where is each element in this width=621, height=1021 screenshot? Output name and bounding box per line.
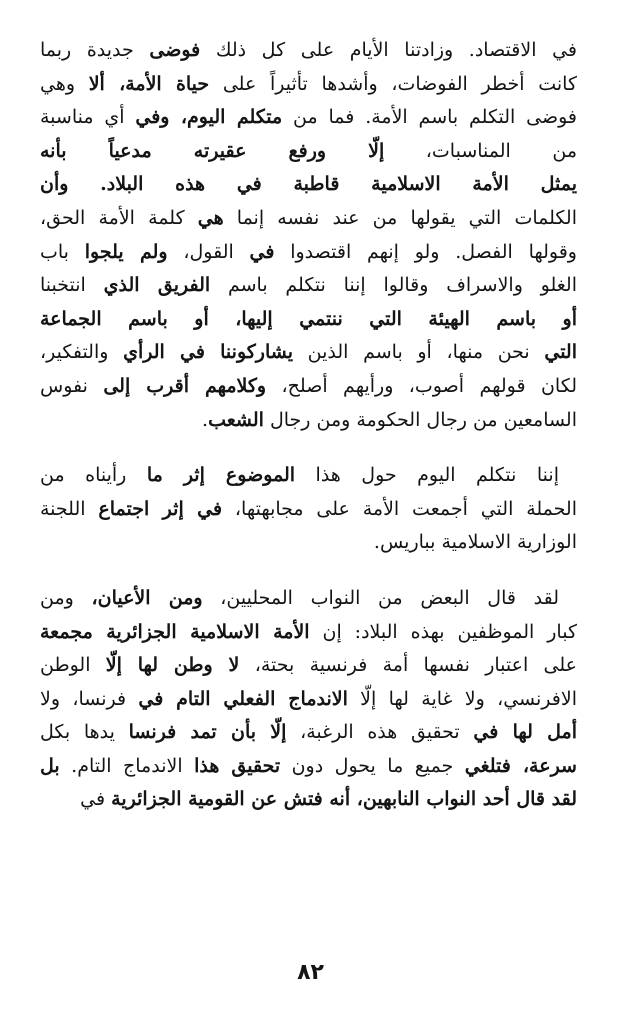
text-segment: رأيناه من: [40, 464, 147, 487]
paragraph: [40, 582, 577, 817]
text-line: [40, 202, 577, 236]
text-line: [40, 683, 577, 717]
paragraph: [40, 459, 577, 560]
bold-text-segment: أو باسم الهيئة التي ننتمي إليها، أو باسم الجماعة: [40, 307, 577, 330]
text-segment: وهي: [40, 72, 89, 95]
bold-text-segment: سرعة، فتلغي: [464, 754, 577, 777]
bold-text-segment: إلّا ورفع عقيرته مدعياً بأنه: [40, 139, 385, 162]
text-segment: في الاقتصاد. وزادتنا الأيام على كل ذلك: [200, 39, 577, 61]
bold-text-segment: الشعب: [208, 408, 264, 431]
text-line: [40, 493, 577, 527]
bold-text-segment: لا وطن لها إلّا: [105, 654, 240, 677]
text-segment: في: [80, 788, 112, 811]
bold-text-segment: فوضى: [149, 39, 201, 61]
bold-text-segment: إلّا بأن تمد فرنسا: [128, 721, 287, 744]
text-segment: جميع ما يحول دون: [280, 754, 465, 777]
text-segment: إننا نتكلم اليوم حول هذا: [295, 464, 559, 487]
text-segment: باب: [40, 240, 85, 263]
text-segment: القول،: [167, 240, 250, 263]
text-segment: الغلو والاسراف وقالوا إننا نتكلم باسم: [210, 274, 577, 297]
text-segment: يدها بكل: [40, 721, 129, 744]
text-line: [40, 269, 577, 303]
bold-text-segment: الاندماج الفعلي التام في: [138, 687, 348, 710]
text-line: [40, 336, 577, 370]
text-segment: الكلمات التي يقولها من عند نفسه إنما: [223, 206, 577, 229]
text-segment: اللجنة: [40, 497, 99, 520]
bold-text-segment: حياة الأمة، ألا: [88, 72, 210, 95]
text-segment: الاندماج التام.: [59, 754, 195, 777]
text-segment: لكان قولهم أصوب، ورأيهم أصلح،: [266, 374, 577, 397]
bold-text-segment: الفريق الذي: [103, 274, 211, 297]
text-line: [40, 649, 577, 683]
text-segment: نحن منها، أو باسم الذين: [293, 341, 545, 364]
bold-text-segment: يمثل الأمة الاسلامية قاطبة في هذه البلاد. وأن: [40, 173, 577, 196]
bold-text-segment: التي: [544, 341, 577, 364]
bold-text-segment: تحقيق هذا: [194, 754, 281, 777]
bold-text-segment: في: [249, 240, 275, 263]
text-segment: فرنسا، ولا: [40, 687, 139, 710]
text-line: [40, 303, 577, 337]
bold-text-segment: يشاركوننا في الرأي: [123, 341, 294, 364]
text-line: [40, 370, 577, 404]
text-segment: الحملة التي أجمعت الأمة على مجابهتها،: [222, 497, 577, 520]
text-segment: من المناسبات،: [384, 139, 577, 162]
bold-text-segment: وكلامهم أقرب إلى: [103, 374, 267, 397]
bold-text-segment: هي: [197, 206, 224, 229]
text-line: [40, 716, 577, 750]
text-line: [40, 783, 577, 817]
bold-text-segment: الأمة الاسلامية الجزائرية مجمعة: [40, 620, 310, 643]
text-line: [40, 101, 577, 135]
text-segment: السامعين من رجال الحكومة ومن رجال: [263, 408, 577, 431]
bold-text-segment: أمل لها في: [473, 721, 577, 744]
text-line: [40, 526, 577, 560]
text-line: [40, 135, 577, 169]
bold-text-segment: ومن الأعيان،: [91, 586, 203, 609]
text-line: [40, 582, 577, 616]
text-segment: وقولها الفصل. ولو إنهم اقتصدوا: [274, 240, 577, 263]
page-number: ٨٢: [297, 960, 324, 985]
text-segment: تحقيق هذه الرغبة،: [286, 721, 474, 744]
paragraph: [40, 34, 577, 437]
bold-text-segment: الموضوع إثر ما: [146, 464, 296, 487]
bold-text-segment: متكلم اليوم، وفي: [135, 106, 283, 129]
text-segment: أي مناسبة: [40, 106, 136, 129]
text-segment: لقد قال البعض من النواب المحليين،: [202, 586, 559, 609]
text-segment: كبار الموظفين بهذه البلاد: إن: [309, 620, 577, 643]
text-segment: فوضى التكلم باسم الأمة. فما من: [282, 106, 577, 129]
text-segment: انتخبنا: [40, 274, 104, 297]
text-segment: الوطن: [40, 654, 106, 677]
text-line: [40, 616, 577, 650]
text-line: [40, 404, 577, 438]
text-segment: نفوس: [40, 374, 104, 397]
bold-text-segment: لقد قال أحد النواب النابهين، أنه فتش عن القومية الجزائرية: [111, 788, 577, 811]
text-line: [40, 236, 577, 270]
text-line: [40, 459, 577, 493]
text-segment: كلمة الأمة الحق،: [40, 206, 198, 229]
text-line: [40, 34, 577, 68]
text-segment: والتفكير،: [40, 341, 124, 364]
text-segment: الوزارية الاسلامية بباريس.: [373, 531, 577, 554]
text-segment: ومن: [40, 586, 92, 609]
text-line: [40, 168, 577, 202]
text-segment: كانت أخطر الفوضات، وأشدها تأثيراً على: [209, 72, 577, 95]
bold-text-segment: بل: [40, 754, 60, 777]
text-segment: جديدة ربما: [40, 39, 150, 61]
page-body-text: [40, 34, 577, 839]
text-segment: الافرنسي، ولا غاية لها إلّا: [347, 687, 577, 710]
bold-text-segment: ولم يلجوا: [84, 240, 168, 263]
text-line: [40, 750, 577, 784]
text-segment: على اعتبار نفسها أمة فرنسية بحتة،: [239, 654, 577, 677]
text-line: [40, 68, 577, 102]
bold-text-segment: في إثر اجتماع: [98, 497, 223, 520]
text-segment: .: [202, 408, 209, 431]
